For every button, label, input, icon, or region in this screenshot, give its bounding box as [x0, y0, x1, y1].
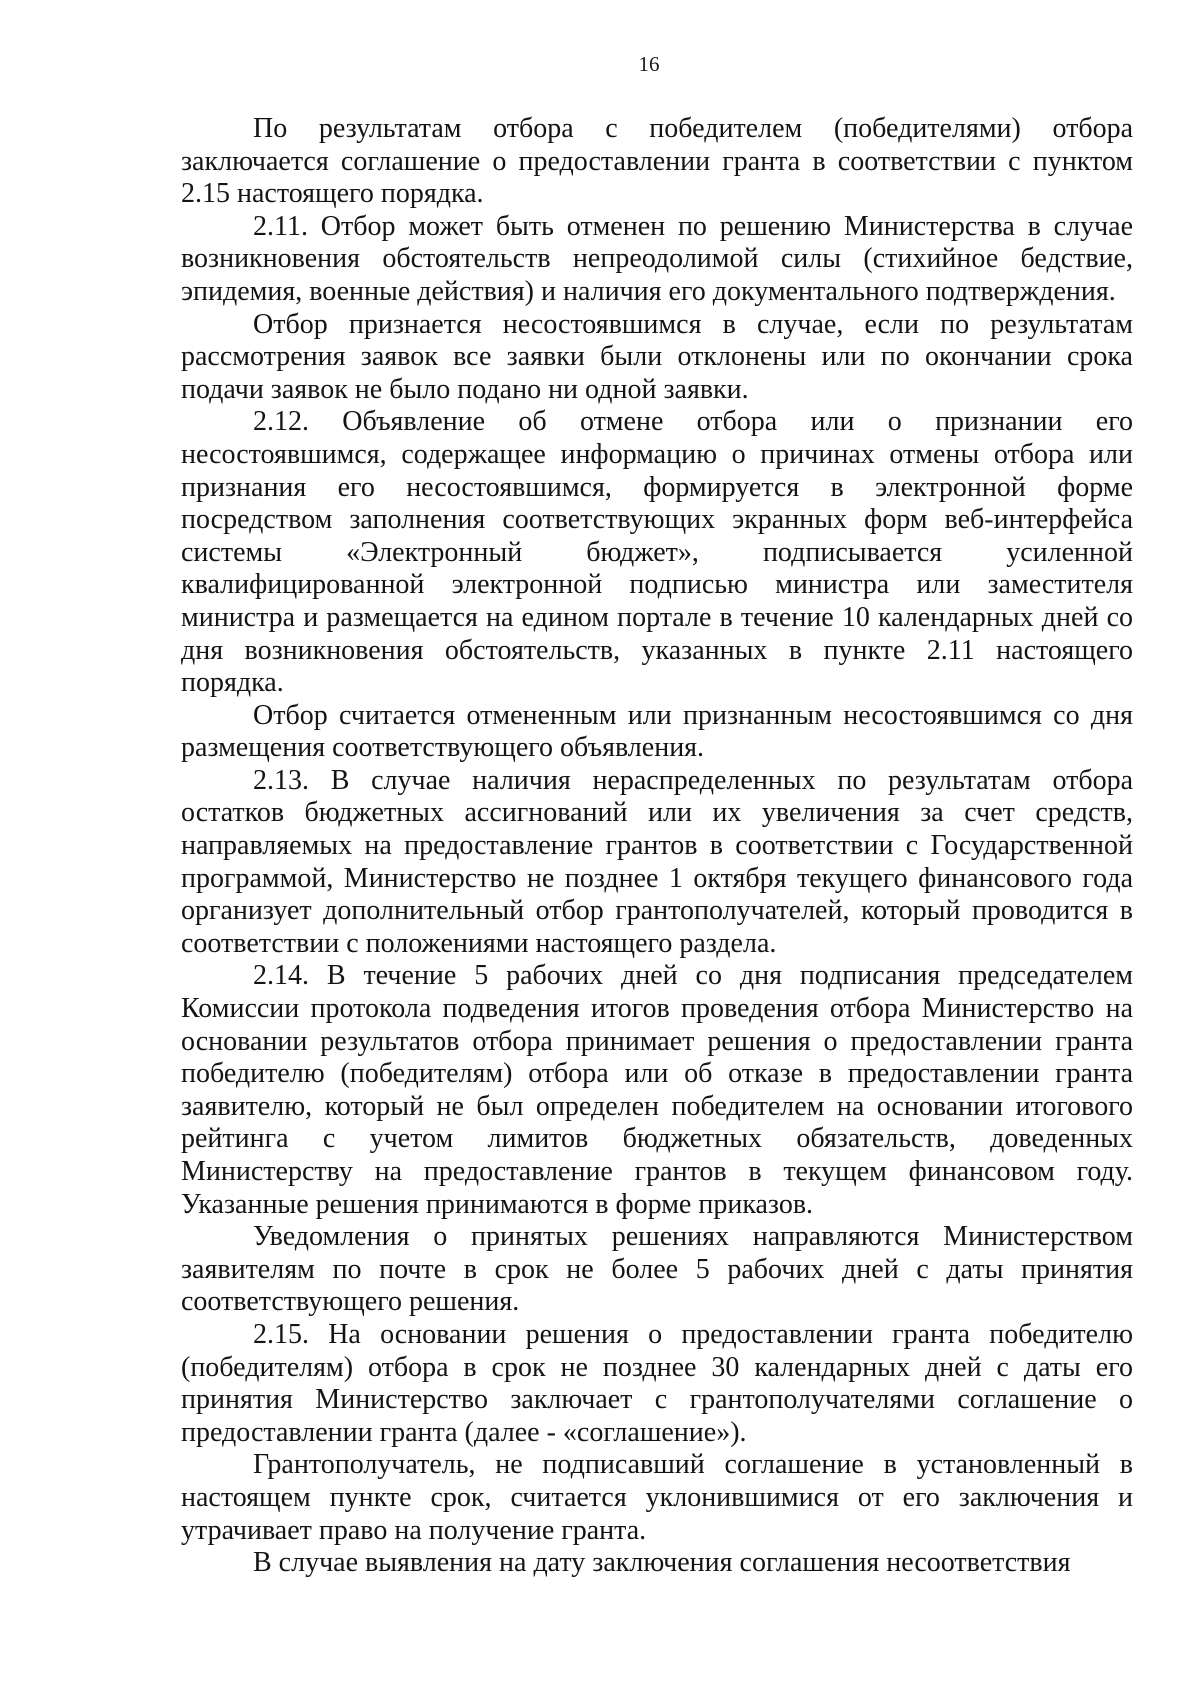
paragraph: 2.14. В течение 5 рабочих дней со дня подписания председателем Комиссии протокола подведения итогов проведения отбора Министерство на основании результатов отбора принимает решения о предоставлении гранта победителю (победителям) отбора или об отказе в предоставлении гранта заявителю, который не был определен победителем на основании итогового рейтинга с учетом лимитов бюджетных обязательств, доведенных Министерству на предоставление грантов в текущем финансовом году. Указанные решения принимаются в форме приказов. — [181, 960, 1133, 1220]
paragraph: Отбор считается отмененным или признанным несостоявшимся со дня размещения соответствующего объявления. — [181, 699, 1133, 764]
document-body — [181, 113, 1133, 1580]
paragraph: Грантополучатель, не подписавший соглашение в установленный в настоящем пункте срок, считается уклонившимися от его заключения и утрачивает право на получение гранта. — [181, 1449, 1133, 1546]
paragraph: 2.13. В случае наличия нераспределенных по результатам отбора остатков бюджетных ассигнований или их увеличения за счет средств, направляемых на предоставление грантов в соответствии с Государственной программой, Министерство не позднее 1 октября текущего финансового года организует дополнительный отбор грантополучателей, который проводится в соответствии с положениями настоящего раздела. — [181, 764, 1133, 959]
paragraph: По результатам отбора с победителем (победителями) отбора заключается соглашение о предоставлении гранта в соответствии с пунктом 2.15 настоящего порядка. — [181, 113, 1133, 210]
page-number: 16 — [638, 52, 660, 76]
paragraph: Отбор признается несостоявшимся в случае, если по результатам рассмотрения заявок все заявки были отклонены или по окончании срока подачи заявок не было подано ни одной заявки. — [181, 308, 1133, 405]
paragraph: 2.15. На основании решения о предоставлении гранта победителю (победителям) отбора в срок не позднее 30 календарных дней с даты его принятия Министерство заключает с грантополучателями соглашение о предоставлении гранта (далее - «соглашение»). — [181, 1318, 1133, 1448]
paragraph: 2.11. Отбор может быть отменен по решению Министерства в случае возникновения обстоятельств непреодолимой силы (стихийное бедствие, эпидемия, военные действия) и наличия его документального подтверждения. — [181, 210, 1133, 307]
paragraph: Уведомления о принятых решениях направляются Министерством заявителям по почте в срок не более 5 рабочих дней с даты принятия соответствующего решения. — [181, 1221, 1133, 1318]
paragraph: В случае выявления на дату заключения соглашения несоответствия — [253, 1547, 1071, 1579]
paragraph: 2.12. Объявление об отмене отбора или о признании его несостоявшимся, содержащее информацию о причинах отмены отбора или признания его несостоявшимся, формируется в электронной форме посредством заполнения соответствующих экранных форм веб-интерфейса системы «Электронный бюджет», подписывается усиленной квалифицированной электронной подписью министра или заместителя министра и размещается на едином портале в течение 10 календарных дней со дня возникновения обстоятельств, указанных в пункте 2.11 настоящего порядка. — [181, 406, 1133, 699]
